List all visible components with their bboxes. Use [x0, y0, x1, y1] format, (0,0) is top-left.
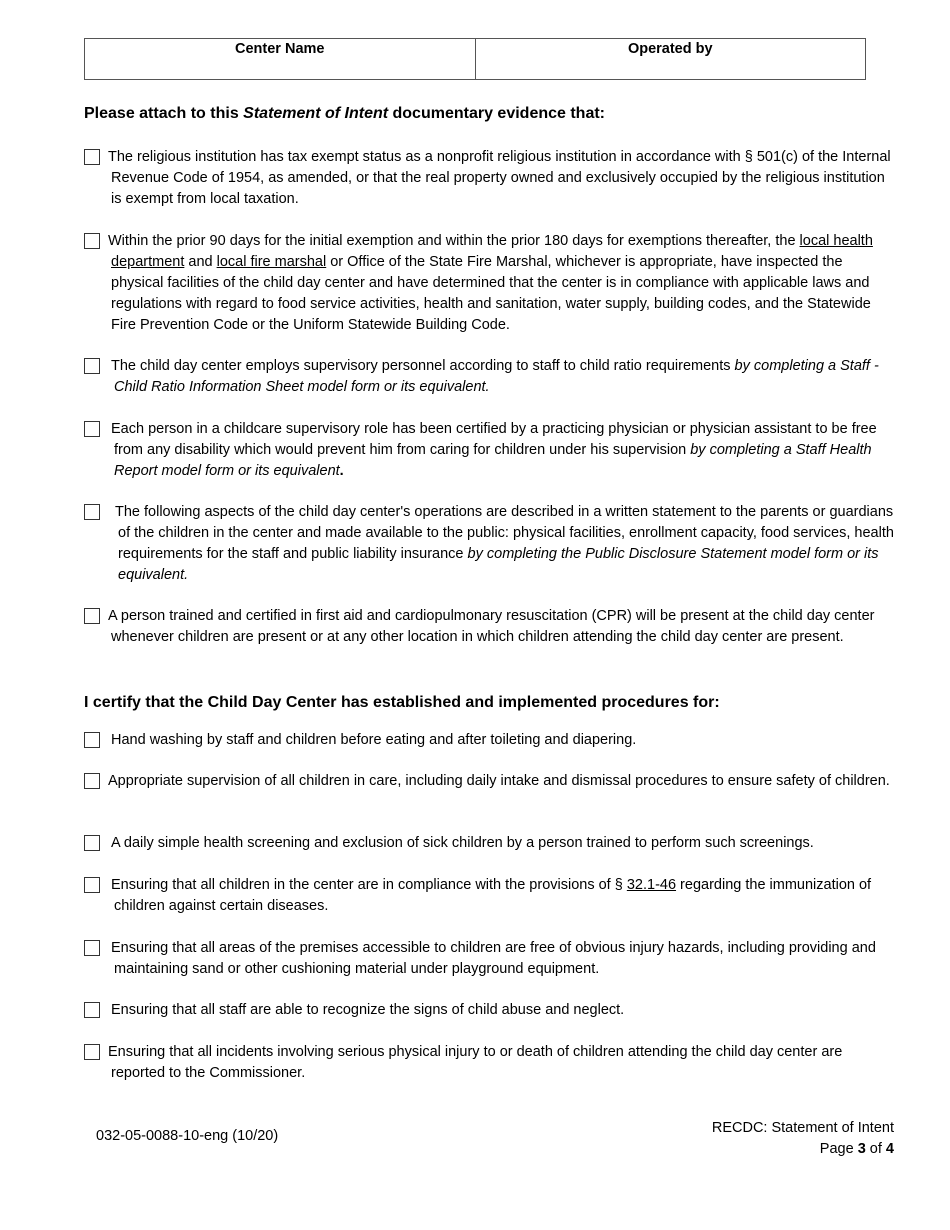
checkbox[interactable] [84, 773, 100, 789]
center-name-label: Center Name [235, 41, 325, 57]
procedure-item-incidents [84, 1042, 896, 1084]
procedure-item-hand-washing [84, 730, 896, 751]
attach-item-health-report [84, 419, 896, 482]
item-text: Within the prior 90 days for the initial exemption and within the prior 180 days for exemptions thereafter, the local health department and local fire marshal or Office of the State Fire Marshal, whichever is appropriate, have inspected the physical facilities of the child day center and have determined that the center is in compliance with applicable laws and regulations with regard to food service activities, health and sanitation, water supply, building codes, and the Statewide Fire Prevention Code or the Uniform Statewide Building Code. [108, 233, 873, 333]
item-text: The child day center employs supervisory personnel according to staff to child ratio requirements by completing a Staff - Child Ratio Information Sheet model form or its equivalent. [111, 358, 879, 395]
checkbox[interactable] [84, 233, 100, 249]
procedure-item-health-screening [84, 833, 896, 854]
code-32-1-46-link[interactable]: 32.1-46 [626, 877, 677, 893]
item-text: The religious institution has tax exempt status as a nonprofit religious institution in accordance with § 501(c) of the Internal Revenue Code of 1954, as amended, or that the real property owned and exclusively occupied by the religious institution is exempt from local taxation. [108, 149, 891, 207]
item-text: The following aspects of the child day center's operations are described in a written statement to the parents or guardians of the children in the center and made available to the public: physical facilities, enrollment capacity, food services, health requirements for the staff and public liability insurance by completing the Public Disclosure Statement model form or its equivalent. [115, 504, 894, 583]
attach-item-tax-exempt [84, 147, 896, 210]
operated-by-field[interactable] [475, 39, 866, 79]
checkbox[interactable] [84, 608, 100, 624]
section-1-title: Please attach to this Statement of Intent documentary evidence that: [84, 105, 606, 122]
attach-item-public-disclosure [84, 502, 896, 586]
local-health-department-link[interactable]: local health department [111, 233, 873, 270]
procedure-item-injury-hazards [84, 938, 896, 980]
header-table [84, 38, 866, 80]
section-2-title: I certify that the Child Day Center has established and implemented procedures for: [84, 694, 720, 711]
checkbox[interactable] [84, 421, 100, 437]
item-text: A daily simple health screening and exclusion of sick children by a person trained to perform such screenings. [111, 835, 814, 851]
item-text: Appropriate supervision of all children in care, including daily intake and dismissal procedures to ensure safety of children. [108, 773, 890, 789]
local-fire-marshal-link[interactable]: local fire marshal [216, 254, 327, 270]
operated-by-label: Operated by [627, 41, 713, 57]
checkbox[interactable] [84, 358, 100, 374]
doc-title: RECDC: Statement of Intent [711, 1120, 894, 1136]
form-number: 032-05-0088-10-eng (10/20) [96, 1128, 279, 1144]
attach-item-staff-ratio [84, 356, 896, 398]
item-text: Ensuring that all children in the center are in compliance with the provisions of § 32.1-46 regarding the immunization of children against certain diseases. [111, 877, 872, 914]
checkbox[interactable] [84, 149, 100, 165]
attach-item-inspection [84, 231, 896, 336]
procedure-item-child-abuse [84, 1000, 896, 1021]
item-text: Each person in a childcare supervisory role has been certified by a practicing physician or physician assistant to be free from any disability which would prevent him from caring for children under his supervision by completing a Staff Health Report model form or its equivalent. [111, 421, 877, 479]
attach-item-cpr [84, 606, 896, 648]
checkbox[interactable] [84, 835, 100, 851]
center-name-field[interactable] [85, 39, 475, 79]
item-text: Hand washing by staff and children before eating and after toileting and diapering. [111, 732, 637, 748]
footer-right [712, 1118, 894, 1160]
page-indicator: Page 3 of 4 [819, 1141, 894, 1157]
item-text: Ensuring that all areas of the premises accessible to children are free of obvious injury hazards, including providing and maintaining sand or other cushioning material under playground equipment. [111, 940, 876, 977]
item-text: Ensuring that all incidents involving serious physical injury to or death of children attending the child day center are reported to the Commissioner. [108, 1044, 843, 1081]
item-text: A person trained and certified in first aid and cardiopulmonary resuscitation (CPR) will be present at the child day center whenever children are present or at any other location in which children attending the child day center are present. [108, 608, 875, 645]
procedure-item-supervision [84, 771, 896, 792]
checkbox[interactable] [84, 1044, 100, 1060]
checkbox[interactable] [84, 1002, 100, 1018]
checkbox[interactable] [84, 504, 100, 520]
checkbox[interactable] [84, 732, 100, 748]
checkbox[interactable] [84, 940, 100, 956]
item-text: Ensuring that all staff are able to recognize the signs of child abuse and neglect. [111, 1002, 625, 1018]
checkbox[interactable] [84, 877, 100, 893]
procedure-item-immunization [84, 875, 896, 917]
